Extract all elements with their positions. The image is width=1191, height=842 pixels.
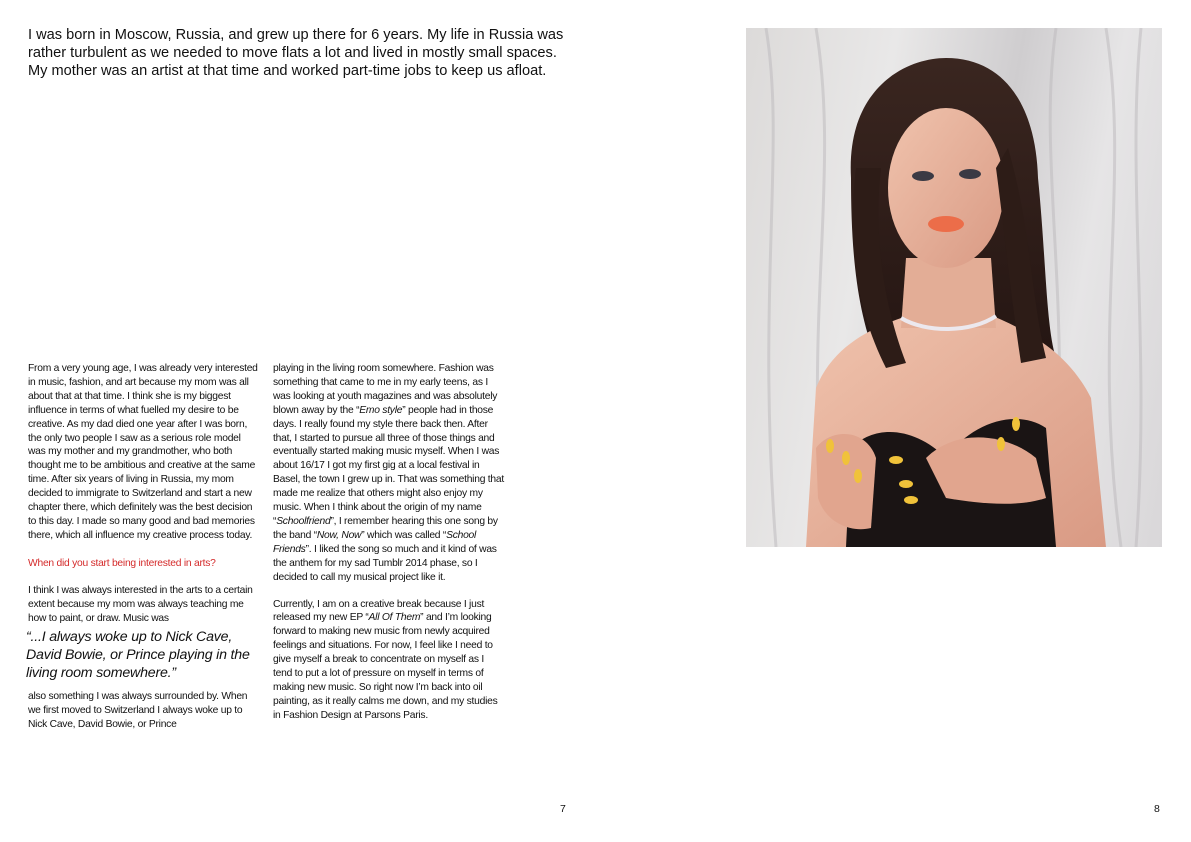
column1-paragraph-3: also something I was always surrounded by. When we first moved to Switzerland I always woke up to Nick Cave, David Bowie, or Prince xyxy=(28,691,248,730)
article-column-2 xyxy=(273,362,505,723)
pull-quote: “...I always woke up to Nick Cave, David Bowie, or Prince playing in the living room somewhere.” xyxy=(26,629,250,681)
page-number-left: 7 xyxy=(560,803,566,815)
interview-question: When did you start being interested in arts? xyxy=(28,557,216,569)
page-number-right: 8 xyxy=(1154,803,1160,815)
portrait-photo xyxy=(746,28,1162,547)
intro-paragraph: I was born in Moscow, Russia, and grew up there for 6 years. My life in Russia was rather turbulent as we needed to move flats a lot and lived in mostly small spaces. My mother was an artist at that time and worked part-time jobs to keep us afloat. xyxy=(28,27,564,80)
column2-paragraph-2: Currently, I am on a creative break because I just released my new EP “All Of Them” and I’m looking forward to making new music from newly acquired feelings and situations. For now, I feel like I need to give myself a break to concentrate on myself as I tend to put a lot of pressure on myself in terms of making new music. So right now I’m back into oil painting, as it really calms me down, and my studies in Fashion Design at Parsons Paris. xyxy=(273,598,498,721)
column1-paragraph-2: I think I was always interested in the arts to a certain extent because my mom was always teaching me how to paint, or draw. Music was xyxy=(28,584,253,624)
column2-paragraph-1: playing in the living room somewhere. Fashion was something that came to me in my early teens, as I was looking at youth magazines and was absolutely blown away by the “Emo style” people had in those days. I really found my style there back then. After that, I started to pursue all three of those things and eventually started making music myself. When I was about 16/17 I got my first gig at a local festival in Basel, the town I grew up in. That was something that made me realize that others might also enjoy my music. When I think about the origin of my name “Schoolfriend”, I remember hearing this one song by the band “Now, Now” which was called “School Friends”. I liked the song so much and it kind of was the anthem for my sad Tumblr 2014 phase, so I decided to call my musical project like it. xyxy=(273,363,504,583)
article-column-1 xyxy=(28,362,260,732)
column1-paragraph-1: From a very young age, I was already very interested in music, fashion, and art because my mom was all about that at that time. I think she is my biggest influence in terms of what fuelled my desire to be creative. As my dad died one year after I was born, the only two people I saw as a serious role model was my mother and my grandmother, who both thought me to be ambitious and creative at the same time. After six years of living in Russia, my mom decided to immigrate to Switzerland and start a new chapter there, which definitely was the best decision to this day. I made so many good and bad memories there, which all influence my creative process today. xyxy=(28,363,258,541)
